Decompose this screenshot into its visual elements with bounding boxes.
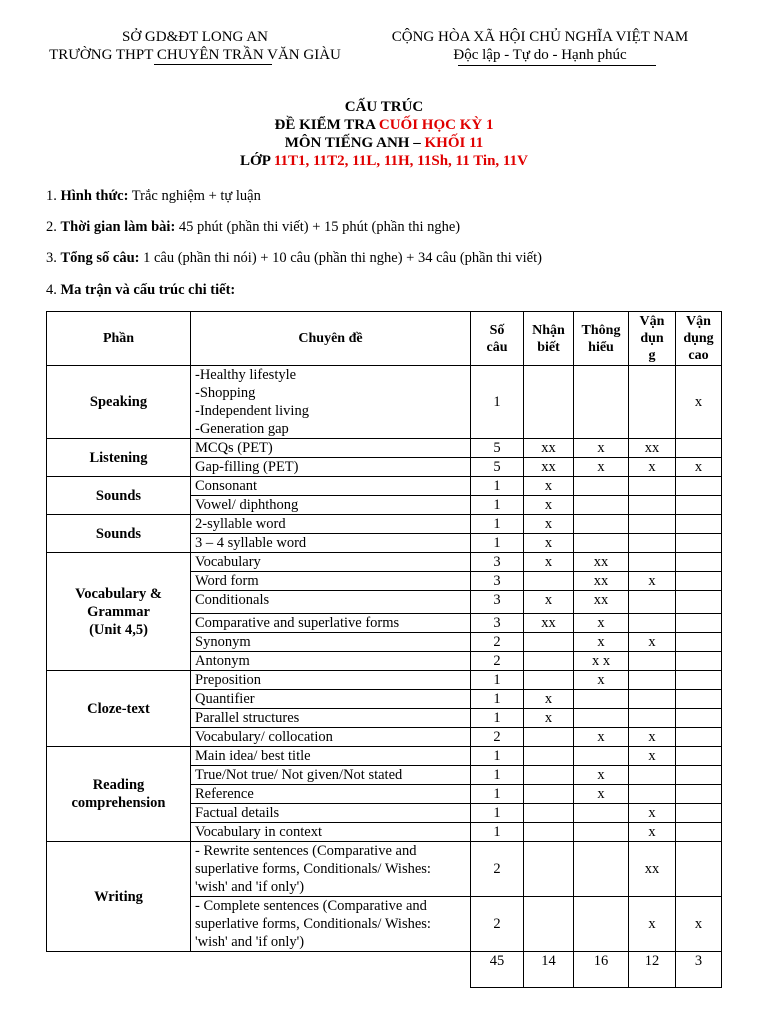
topic-line: - Rewrite sentences (Comparative and — [195, 843, 417, 859]
recognition-cell: x — [524, 515, 574, 534]
section-label-line: comprehension — [71, 795, 166, 811]
recognition-cell: x — [524, 534, 574, 553]
count-cell: 2 — [471, 842, 524, 897]
header-application-line: Vận — [639, 314, 665, 329]
count-cell: 1 — [471, 785, 524, 804]
topic-cell: Vocabulary in context — [191, 823, 471, 842]
recognition-cell — [524, 823, 574, 842]
recognition-cell: x — [524, 496, 574, 515]
item-number: 3. — [46, 250, 61, 266]
recognition-cell — [524, 785, 574, 804]
header-count — [471, 312, 524, 366]
recognition-cell: x — [524, 591, 574, 614]
count-cell: 1 — [471, 747, 524, 766]
comprehension-cell: xx — [574, 572, 629, 591]
exam-matrix-table — [46, 311, 722, 988]
application-cell — [629, 534, 676, 553]
comprehension-cell: xx — [574, 553, 629, 572]
high-application-cell — [676, 553, 722, 572]
application-cell — [629, 652, 676, 671]
national-header — [380, 28, 700, 64]
high-application-cell: x — [676, 897, 722, 952]
comprehension-cell — [574, 515, 629, 534]
header-count-line: Số — [489, 322, 505, 338]
count-cell: 1 — [471, 515, 524, 534]
section-label-line: (Unit 4,5) — [89, 621, 148, 638]
high-application-cell — [676, 709, 722, 728]
header-comprehension-line: Thông — [581, 322, 621, 338]
topic-cell — [191, 897, 471, 952]
section-listening: Listening — [47, 439, 191, 477]
table-header-row — [47, 312, 722, 366]
comprehension-cell: xx — [574, 591, 629, 614]
table-row — [47, 439, 722, 458]
topic-cell: Conditionals — [191, 591, 471, 614]
application-cell: xx — [629, 439, 676, 458]
header-high-line: cao — [688, 348, 709, 363]
header-comprehension-line: hiểu — [588, 339, 614, 355]
comprehension-cell — [574, 496, 629, 515]
topic-cell: Word form — [191, 572, 471, 591]
recognition-cell — [524, 366, 574, 439]
header-application-line: dụn — [640, 331, 664, 346]
recognition-cell: xx — [524, 439, 574, 458]
topic-cell: Vocabulary/ collocation — [191, 728, 471, 747]
application-cell — [629, 366, 676, 439]
recognition-cell — [524, 804, 574, 823]
item-format — [46, 188, 261, 205]
topic-line: superlative forms, Conditionals/ Wishes: — [195, 861, 431, 877]
comprehension-cell — [574, 477, 629, 496]
application-cell: x — [629, 458, 676, 477]
total-comprehension: 16 — [574, 952, 629, 988]
count-cell: 2 — [471, 652, 524, 671]
totals-row — [47, 952, 722, 988]
high-application-cell — [676, 515, 722, 534]
recognition-cell: x — [524, 690, 574, 709]
high-application-cell — [676, 614, 722, 633]
high-application-cell — [676, 477, 722, 496]
recognition-cell — [524, 842, 574, 897]
title-line-2 — [0, 116, 768, 134]
comprehension-cell: x — [574, 785, 629, 804]
comprehension-cell: x — [574, 458, 629, 477]
application-cell — [629, 690, 676, 709]
section-cloze-text: Cloze-text — [47, 671, 191, 747]
application-cell — [629, 709, 676, 728]
section-speaking: Speaking — [47, 366, 191, 439]
topic-cell: Vocabulary — [191, 553, 471, 572]
high-application-cell — [676, 496, 722, 515]
title-line-2-text: ĐỀ KIỂM TRA — [274, 117, 379, 133]
high-application-cell — [676, 439, 722, 458]
header-topic: Chuyên đề — [191, 312, 471, 366]
high-application-cell — [676, 823, 722, 842]
high-application-cell — [676, 671, 722, 690]
count-cell: 3 — [471, 553, 524, 572]
application-cell — [629, 671, 676, 690]
item-label: Tổng số câu: — [60, 250, 140, 266]
topic-cell: Reference — [191, 785, 471, 804]
speaking-topic: -Generation gap — [195, 421, 289, 437]
comprehension-cell — [574, 823, 629, 842]
topic-cell: Main idea/ best title — [191, 747, 471, 766]
topic-line: superlative forms, Conditionals/ Wishes: — [195, 916, 431, 932]
application-cell: x — [629, 747, 676, 766]
comprehension-cell: x — [574, 633, 629, 652]
count-cell: 2 — [471, 633, 524, 652]
document-title — [0, 98, 768, 170]
topic-cell: Antonym — [191, 652, 471, 671]
title-line-4-text: LỚP — [240, 153, 274, 169]
section-sounds-1: Sounds — [47, 477, 191, 515]
topic-cell: True/Not true/ Not given/Not stated — [191, 766, 471, 785]
speaking-topic: -Healthy lifestyle — [195, 367, 297, 383]
count-cell: 1 — [471, 366, 524, 439]
title-line-1: CẤU TRÚC — [344, 99, 424, 115]
total-recognition: 14 — [524, 952, 574, 988]
recognition-cell — [524, 766, 574, 785]
motto-underline — [458, 65, 656, 66]
application-cell — [629, 515, 676, 534]
comprehension-cell — [574, 534, 629, 553]
speaking-topic: -Shopping — [195, 385, 256, 401]
comprehension-cell — [574, 709, 629, 728]
total-application: 12 — [629, 952, 676, 988]
item-label: Thời gian làm bài: — [60, 219, 176, 235]
header-application-line: g — [648, 348, 656, 363]
count-cell: 5 — [471, 439, 524, 458]
application-cell: x — [629, 897, 676, 952]
table-row — [47, 842, 722, 897]
section-reading — [47, 747, 191, 842]
high-application-cell — [676, 747, 722, 766]
topic-cell: Vowel/ diphthong — [191, 496, 471, 515]
application-cell — [629, 553, 676, 572]
application-cell — [629, 766, 676, 785]
count-cell: 1 — [471, 534, 524, 553]
comprehension-cell: x — [574, 439, 629, 458]
topic-cell — [191, 842, 471, 897]
count-cell: 2 — [471, 897, 524, 952]
application-cell — [629, 614, 676, 633]
section-writing: Writing — [47, 842, 191, 952]
national-name: CỘNG HÒA XÃ HỘI CHỦ NGHĨA VIỆT NAM — [391, 29, 689, 45]
recognition-cell — [524, 652, 574, 671]
application-cell — [629, 477, 676, 496]
comprehension-cell: x — [574, 614, 629, 633]
header-recognition-line: Nhận — [532, 322, 565, 338]
section-label-line: Vocabulary & — [75, 585, 162, 602]
topic-line: - Complete sentences (Comparative and — [195, 898, 427, 914]
topic-cell: Comparative and superlative forms — [191, 614, 471, 633]
count-cell: 3 — [471, 572, 524, 591]
comprehension-cell — [574, 897, 629, 952]
department-header — [40, 28, 350, 64]
recognition-cell — [524, 671, 574, 690]
comprehension-cell — [574, 747, 629, 766]
header-count-line: câu — [486, 339, 508, 355]
count-cell: 1 — [471, 496, 524, 515]
topic-cell: 2-syllable word — [191, 515, 471, 534]
application-cell: x — [629, 728, 676, 747]
topic-cell — [191, 366, 471, 439]
recognition-cell — [524, 897, 574, 952]
speaking-topic: -Independent living — [195, 403, 309, 419]
item-duration — [46, 219, 460, 236]
national-motto: Độc lập - Tự do - Hạnh phúc — [453, 47, 627, 63]
high-application-cell — [676, 591, 722, 614]
department-name: SỞ GD&ĐT LONG AN — [122, 29, 268, 45]
table-row — [47, 671, 722, 690]
item-number: 2. — [46, 219, 61, 235]
section-vocabulary-grammar — [47, 553, 191, 671]
comprehension-cell — [574, 690, 629, 709]
table-row — [47, 553, 722, 572]
application-cell — [629, 785, 676, 804]
count-cell: 1 — [471, 766, 524, 785]
blank-cell — [191, 952, 471, 988]
header-recognition-line: biết — [537, 339, 560, 355]
header-high-application — [676, 312, 722, 366]
comprehension-cell: x — [574, 671, 629, 690]
comprehension-cell: x — [574, 766, 629, 785]
count-cell: 1 — [471, 804, 524, 823]
high-application-cell: x — [676, 458, 722, 477]
item-number: 1. — [46, 188, 61, 204]
topic-cell: Parallel structures — [191, 709, 471, 728]
header-high-line: Vận — [686, 314, 711, 329]
comprehension-cell — [574, 366, 629, 439]
application-cell: x — [629, 823, 676, 842]
topic-cell: Factual details — [191, 804, 471, 823]
topic-line: 'wish' and 'if only') — [195, 879, 305, 895]
high-application-cell: x — [676, 366, 722, 439]
recognition-cell: xx — [524, 614, 574, 633]
header-comprehension — [574, 312, 629, 366]
section-sounds-2: Sounds — [47, 515, 191, 553]
high-application-cell — [676, 690, 722, 709]
recognition-cell — [524, 728, 574, 747]
count-cell: 1 — [471, 477, 524, 496]
item-label: Ma trận và cấu trúc chi tiết: — [60, 282, 236, 298]
application-cell: x — [629, 633, 676, 652]
table-row — [47, 747, 722, 766]
table-row — [47, 477, 722, 496]
recognition-cell — [524, 747, 574, 766]
table-row — [47, 366, 722, 439]
high-application-cell — [676, 804, 722, 823]
school-underline — [154, 64, 272, 65]
item-text: Trắc nghiệm + tự luận — [128, 188, 261, 204]
item-text: 1 câu (phần thi nói) + 10 câu (phần thi nghe) + 34 câu (phần thi viết) — [139, 250, 542, 266]
title-line-3 — [0, 134, 768, 152]
high-application-cell — [676, 652, 722, 671]
topic-cell: Preposition — [191, 671, 471, 690]
recognition-cell: x — [524, 477, 574, 496]
recognition-cell: xx — [524, 458, 574, 477]
topic-cell: Synonym — [191, 633, 471, 652]
total-count: 45 — [471, 952, 524, 988]
item-question-count — [46, 250, 542, 267]
item-text: 45 phút (phần thi viết) + 15 phút (phần thi nghe) — [175, 219, 461, 235]
header-high-line: dụng — [683, 331, 714, 346]
application-cell — [629, 496, 676, 515]
topic-line: 'wish' and 'if only') — [195, 934, 305, 950]
comprehension-cell: x — [574, 728, 629, 747]
high-application-cell — [676, 633, 722, 652]
item-matrix — [46, 282, 235, 299]
application-cell: xx — [629, 842, 676, 897]
application-cell — [629, 591, 676, 614]
recognition-cell — [524, 633, 574, 652]
comprehension-cell — [574, 842, 629, 897]
topic-cell: Quantifier — [191, 690, 471, 709]
high-application-cell — [676, 785, 722, 804]
recognition-cell: x — [524, 553, 574, 572]
recognition-cell: x — [524, 709, 574, 728]
high-application-cell — [676, 842, 722, 897]
count-cell: 3 — [471, 614, 524, 633]
high-application-cell — [676, 572, 722, 591]
comprehension-cell: x x — [574, 652, 629, 671]
topic-cell: 3 – 4 syllable word — [191, 534, 471, 553]
title-line-3-text: MÔN TIẾNG ANH – — [284, 135, 425, 151]
topic-cell: Gap-filling (PET) — [191, 458, 471, 477]
table-row — [47, 515, 722, 534]
title-line-4-red: 11T1, 11T2, 11L, 11H, 11Sh, 11 Tin, 11V — [273, 153, 528, 169]
high-application-cell — [676, 534, 722, 553]
application-cell: x — [629, 804, 676, 823]
section-label-line: Reading — [92, 777, 145, 793]
count-cell: 1 — [471, 709, 524, 728]
item-number: 4. — [46, 282, 61, 298]
total-high-application: 3 — [676, 952, 722, 988]
title-line-3-red: KHỐI 11 — [424, 135, 484, 151]
application-cell: x — [629, 572, 676, 591]
section-label-line: Grammar — [87, 603, 150, 620]
header-part: Phần — [47, 312, 191, 366]
high-application-cell — [676, 766, 722, 785]
count-cell: 3 — [471, 591, 524, 614]
comprehension-cell — [574, 804, 629, 823]
count-cell: 1 — [471, 671, 524, 690]
high-application-cell — [676, 728, 722, 747]
topic-cell: Consonant — [191, 477, 471, 496]
count-cell: 1 — [471, 690, 524, 709]
header-application — [629, 312, 676, 366]
title-line-2-red: CUỐI HỌC KỲ 1 — [378, 117, 494, 133]
count-cell: 5 — [471, 458, 524, 477]
title-line-4 — [0, 152, 768, 170]
blank-cell — [47, 952, 191, 988]
count-cell: 2 — [471, 728, 524, 747]
school-name: TRƯỜNG THPT CHUYÊN TRẦN VĂN GIÀU — [49, 47, 341, 63]
recognition-cell — [524, 572, 574, 591]
count-cell: 1 — [471, 823, 524, 842]
topic-cell: MCQs (PET) — [191, 439, 471, 458]
item-label: Hình thức: — [60, 188, 129, 204]
header-recognition — [524, 312, 574, 366]
